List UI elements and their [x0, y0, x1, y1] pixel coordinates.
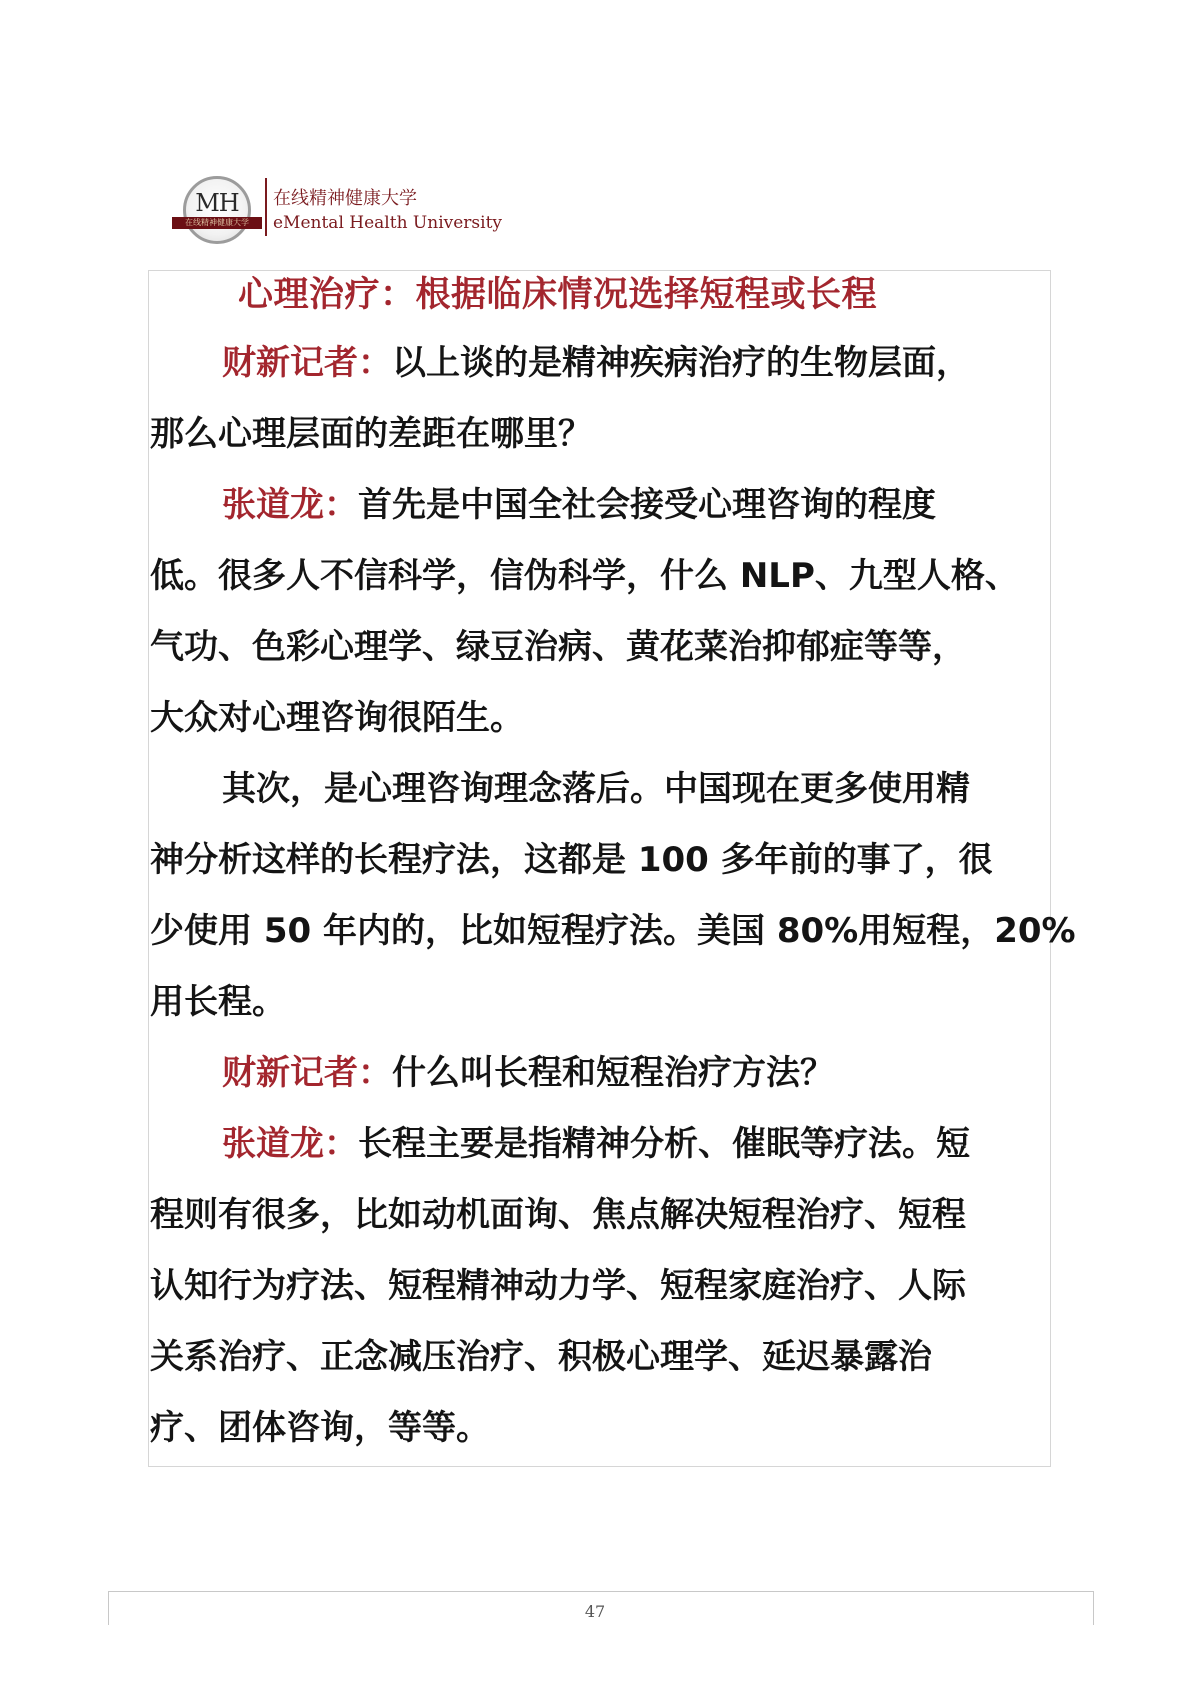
- paragraph-line: 气功、色彩心理学、绿豆治病、黄花菜治抑郁症等等，: [150, 627, 966, 667]
- university-name-cn: 在线精神健康大学: [273, 188, 417, 209]
- speaker-label: 财新记者：: [222, 1053, 392, 1093]
- qa-paragraph: [150, 1038, 1050, 1109]
- logo-divider: [265, 178, 267, 236]
- paragraph-line: 少使用 50 年内的，比如短程疗法。美国 80%用短程，20%: [150, 911, 1076, 951]
- paragraph-line: 低。很多人不信科学，信伪科学，什么 NLP、九型人格、: [150, 556, 1019, 596]
- paragraph-line: 大众对心理咨询很陌生。: [150, 698, 524, 738]
- qa-paragraph: [150, 328, 1050, 470]
- page-number: 47: [584, 1602, 606, 1621]
- speaker-label: 张道龙：: [222, 1124, 358, 1164]
- paragraph-line: [150, 1109, 1050, 1180]
- paragraph-text: 长程主要是指精神分析、催眠等疗法。短: [358, 1124, 970, 1164]
- logo-seal-banner: 在线精神健康大学: [172, 217, 262, 229]
- paragraph-text: 什么叫长程和短程治疗方法？: [392, 1053, 834, 1093]
- article-title: 心理治疗：根据临床情况选择短程或长程: [238, 275, 878, 315]
- paragraph-line: 程则有很多，比如动机面询、焦点解决短程治疗、短程: [150, 1195, 966, 1235]
- speaker-label: 张道龙：: [222, 485, 358, 525]
- paragraph-text: 以上谈的是精神疾病治疗的生物层面，: [392, 343, 970, 383]
- paragraph-line: 认知行为疗法、短程精神动力学、短程家庭治疗、人际: [150, 1266, 966, 1306]
- paragraph-line: 用长程。: [150, 982, 286, 1022]
- speaker-label: 财新记者：: [222, 343, 392, 383]
- paragraph-line: 关系治疗、正念减压治疗、积极心理学、延迟暴露治: [150, 1337, 932, 1377]
- paragraph-line: [150, 328, 1050, 399]
- paragraph-line: 疗、团体咨询，等等。: [150, 1408, 490, 1448]
- paragraph-line: 神分析这样的长程疗法，这都是 100 多年前的事了，很: [150, 840, 993, 880]
- paragraph-line: 那么心理层面的差距在哪里？: [150, 414, 592, 454]
- qa-paragraph: [150, 1109, 1050, 1464]
- qa-paragraph: [150, 470, 1050, 754]
- university-logo: [173, 172, 513, 250]
- paragraph-line: [150, 470, 1050, 541]
- qa-paragraph: [150, 754, 1076, 1038]
- paragraph-line: 其次，是心理咨询理念落后。中国现在更多使用精: [222, 769, 970, 809]
- university-name-en: eMental Health University: [273, 213, 503, 233]
- logo-seal-icon: [183, 176, 251, 244]
- footer-rule: [108, 1591, 1094, 1592]
- paragraph-text: 首先是中国全社会接受心理咨询的程度: [358, 485, 936, 525]
- logo-seal-letters: MH: [195, 189, 239, 217]
- paragraph-line: [150, 1038, 1050, 1109]
